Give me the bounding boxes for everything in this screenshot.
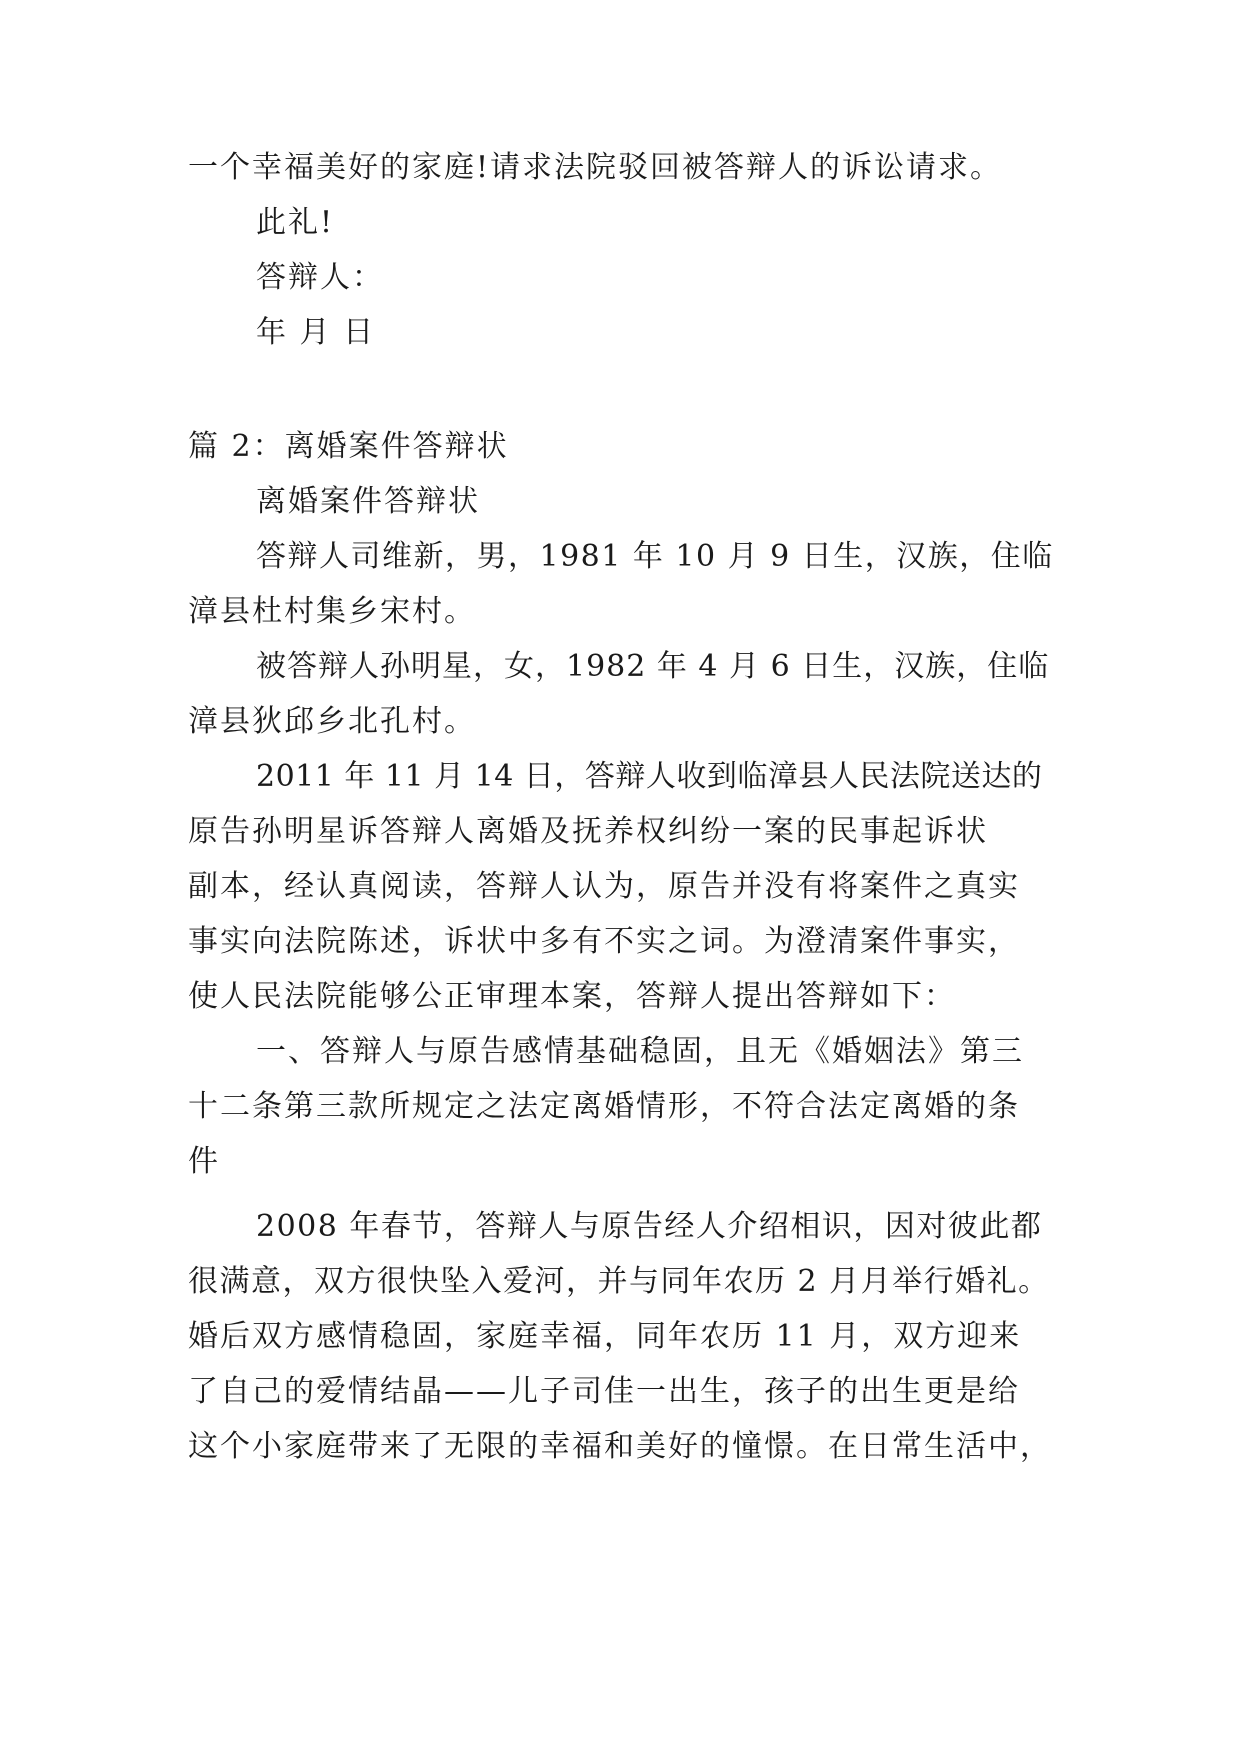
body-paragraph-line: 这个小家庭带来了无限的幸福和美好的憧憬。在日常生活中，	[188, 1429, 1052, 1464]
respondent-info-line: 漳县杜村集乡宋村。	[188, 594, 476, 629]
document-title: 离婚案件答辩状	[256, 484, 480, 519]
point-heading-line: 一、答辩人与原告感情基础稳固，且无《婚姻法》第三	[256, 1034, 1024, 1069]
body-paragraph-line: 了自己的爱情结晶——儿子司佳一出生，孩子的出生更是给	[188, 1374, 1020, 1409]
date-line: 年 月 日	[256, 315, 376, 350]
plaintiff-info-line: 漳县狄邱乡北孔村。	[188, 704, 476, 739]
intro-paragraph-line: 使人民法院能够公正审理本案，答辩人提出答辩如下：	[188, 979, 956, 1014]
body-paragraph-line: 婚后双方感情稳固，家庭幸福，同年农历 11 月，双方迎来	[188, 1319, 1022, 1354]
plaintiff-info-line: 被答辩人孙明星，女，1982 年 4 月 6 日生，汉族，住临	[256, 649, 1050, 684]
respondent-info-line: 答辩人司维新，男，1981 年 10 月 9 日生，汉族，住临	[256, 539, 1054, 574]
body-paragraph-line: 很满意，双方很快坠入爱河，并与同年农历 2 月月举行婚礼。	[188, 1264, 1050, 1299]
point-heading-line: 件	[188, 1144, 220, 1179]
signature-label: 答辩人：	[256, 260, 384, 295]
closing-salutation: 此礼!	[256, 205, 335, 240]
intro-paragraph-line: 事实向法院陈述，诉状中多有不实之词。为澄清案件事实，	[188, 924, 1020, 959]
body-paragraph-line: 2008 年春节，答辩人与原告经人介绍相识，因对彼此都	[256, 1209, 1043, 1244]
continued-paragraph-line: 一个幸福美好的家庭!请求法院驳回被答辩人的诉讼请求。	[188, 150, 1003, 185]
point-heading-line: 十二条第三款所规定之法定离婚情形，不符合法定离婚的条	[188, 1089, 1020, 1124]
section-heading: 篇 2：离婚案件答辩状	[188, 429, 509, 464]
intro-paragraph-line: 2011 年 11 月 14 日，答辩人收到临漳县人民法院送达的	[256, 759, 1043, 794]
intro-paragraph-line: 副本，经认真阅读，答辩人认为，原告并没有将案件之真实	[188, 869, 1020, 904]
intro-paragraph-line: 原告孙明星诉答辩人离婚及抚养权纠纷一案的民事起诉状	[188, 814, 988, 849]
